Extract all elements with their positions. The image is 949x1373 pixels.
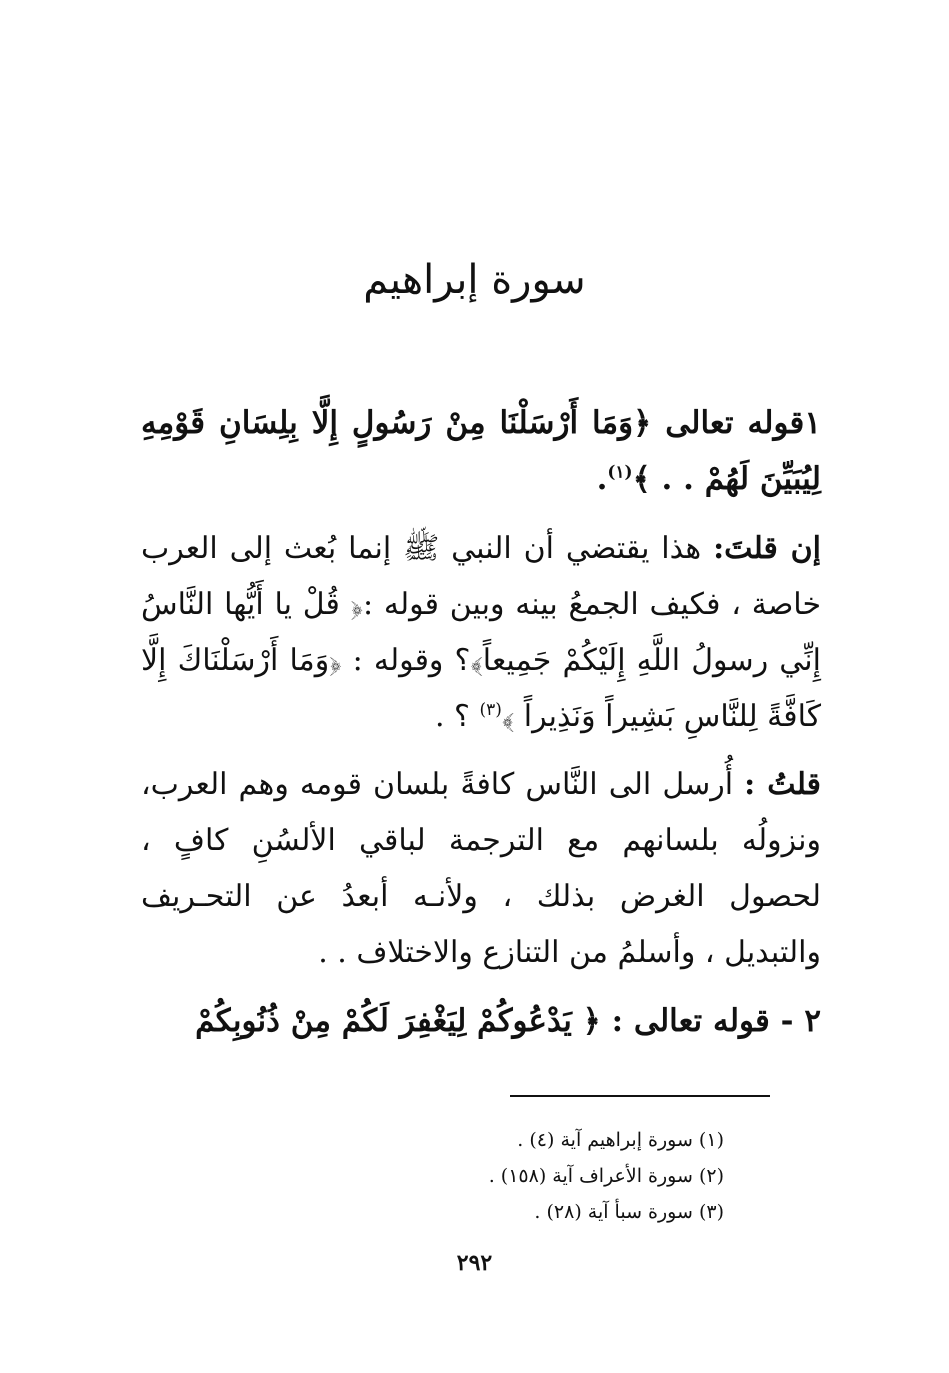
body-text — [141, 395, 821, 1063]
verse-intro: قوله تعالى : — [611, 1003, 770, 1039]
footnote-item: (١) سورة إبراهيم آية (٤) . — [517, 1129, 724, 1151]
footnote-ref: (٣) — [479, 700, 502, 720]
paragraph-text: أُرسل الى النَّاس كافةً بلسان قومه وهم العرب، ونزولُه بلسانهم مع الترجمة لباقي الألسُنِ كافٍ ، لحصول الغرض بذلك ، ولأنـه أبعدُ عن التحـريف والتبديل ، وأسلمُ من التنازع والاختلاف . . — [141, 767, 821, 970]
verse-text: ﴿وَمَا أَرْسَلْنَا مِنْ رَسُولٍ إِلَّا بِلِسَانِ قَوْمِهِ لِيُبَيِّنَ لَهُمْ . . ﴾ — [141, 405, 821, 497]
paragraph-text: هذا يقتضي أن النبي ﷺ إنما بُعث إلى العرب خاصة ، فكيف الجمعُ بينه وبين قوله :﴿ قُلْ يا أَيُّها النَّاسُ إِنِّي رسولُ اللَّهِ إِلَيْكُمْ جَمِيعاً﴾؟ وقوله : ﴿وَمَا أَرْسَلْنَاكَ إِلَّا كَافَّةً لِلنَّاسِ بَشِيراً وَنَذِيراً ﴾ — [141, 531, 821, 734]
verse-intro: قوله تعالى — [665, 405, 805, 441]
footnote-ref: (١) — [607, 462, 633, 483]
surah-title: سورة إبراهيم — [363, 257, 586, 303]
footnotes — [384, 1122, 724, 1230]
verse-text: ﴿ يَدْعُوكُمْ لِيَغْفِرَ لَكُمْ مِنْ ذُنُوبِكُمْ — [195, 1003, 601, 1039]
verse-number: ١ — [804, 405, 821, 441]
verse-1 — [141, 395, 821, 507]
verse-tail: . — [596, 461, 608, 497]
paragraph-tail: ؟ . — [434, 699, 470, 734]
verse-number: ٢ - — [780, 1003, 821, 1039]
paragraph-question — [141, 521, 821, 745]
footnote-item: (٣) سورة سبأ آية (٢٨) . — [534, 1201, 724, 1223]
paragraph-answer — [141, 757, 821, 981]
page-number: ٢٩٢ — [456, 1250, 493, 1276]
paragraph-lead: قلتُ : — [744, 767, 821, 802]
paragraph-lead: إن قلتَ: — [713, 531, 821, 566]
verse-2 — [141, 993, 821, 1049]
footnote-item: (٢) سورة الأعراف آية (١٥٨) . — [488, 1165, 724, 1187]
footnote-divider — [510, 1095, 770, 1097]
